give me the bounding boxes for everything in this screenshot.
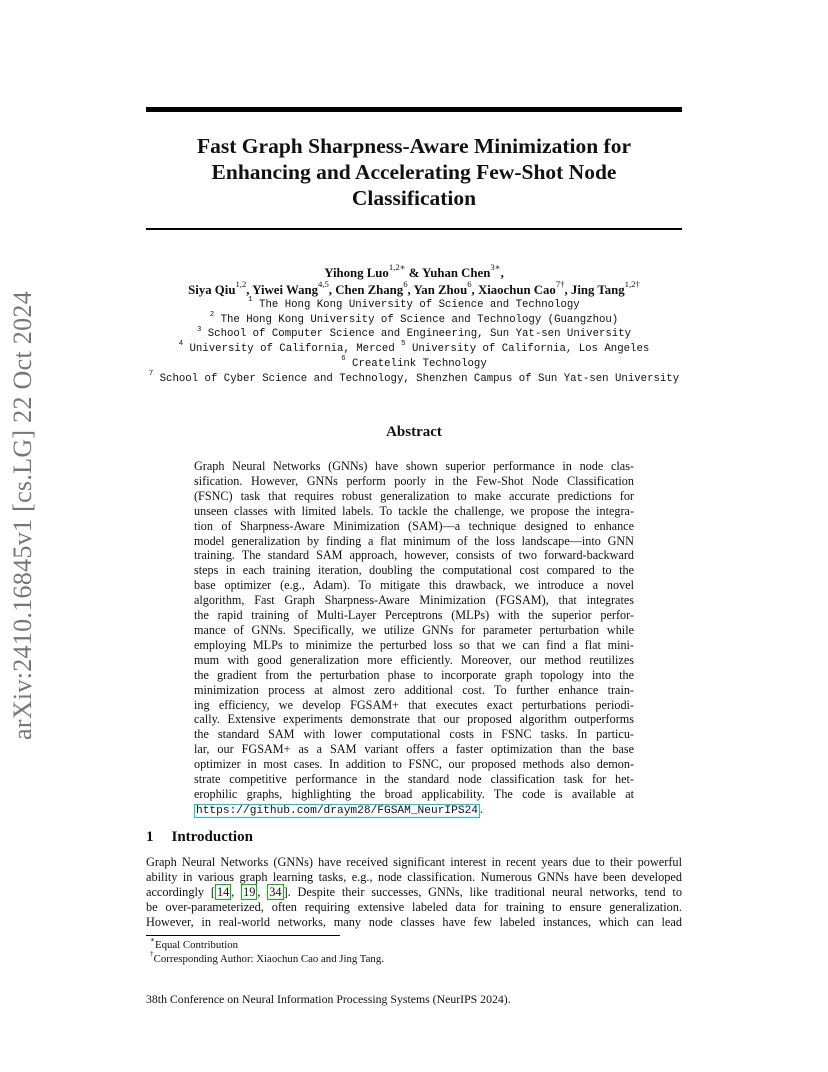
- abstract-body: [194, 459, 634, 819]
- abstract-line: algorithm, Fast Graph Sharpness-Aware Minimization (FGSAM), that integrates: [194, 593, 634, 608]
- author-affil-mark: 1,2: [235, 279, 247, 290]
- abstract-line: cally. Extensive experiments demonstrate that our proposed algorithm outperforms: [194, 712, 634, 727]
- affiliation-line: $^7$ School of Cyber Science and Technology, Shenzhen Campus of Sun Yat-sen University: [148, 369, 680, 385]
- intro-paragraph: [146, 855, 682, 930]
- author-row-2: Siya Qiu$^{1,2}$, Yiwei Wang$^{4,5}$, Chen Zhang$^6$, Yan Zhou$^6$, Xiaochun Cao$^{7\dagger}$, Jing Tang$^{1,2\dagger}$: [188, 279, 640, 297]
- paper-title: [146, 133, 682, 211]
- abstract-line: employing MLPs to minimize the perturbed loss so that we can find a flat mini-: [194, 637, 634, 652]
- conference-note: 38th Conference on Neural Information Processing Systems (NeurIPS 2024).: [146, 992, 511, 1006]
- abstract-line: sification. However, GNNs perform poorly in the Few-Shot Node Classification: [194, 473, 634, 488]
- citation-link[interactable]: 34: [269, 884, 282, 899]
- abstract-line: unseen classes with limited labels. To tackle the challenge, we propose the integra-: [194, 503, 634, 518]
- intro-line: Graph Neural Networks (GNNs) have received significant interest in recent years due to their powerful: [146, 855, 682, 869]
- abstract-line: training. The standard SAM approach, however, consists of two forward-backward: [194, 548, 634, 563]
- section-title: Introduction: [171, 829, 253, 845]
- affiliation-line: $^3$ School of Computer Science and Engineering, Sun Yat-sen University: [196, 325, 632, 341]
- footnote: †Corresponding Author: Xiaochun Cao and Jing Tang.: [150, 949, 384, 965]
- author-name: Jing Tang: [570, 283, 625, 297]
- abstract-heading: Abstract: [386, 424, 442, 440]
- author-name: Yihong Luo: [324, 266, 389, 280]
- citation-link[interactable]: 14: [216, 884, 230, 899]
- footnote-rule: [146, 935, 340, 936]
- abstract-line: https://github.com/draym28/FGSAM_NeurIPS24 .: [196, 801, 484, 817]
- intro-line: ability in various graph learning tasks, e.g., node classification. Numerous GNNs have been developed: [146, 869, 682, 884]
- abstract-line: lar, our FGSAM+ as a SAM variant offers a faster optimization than the base: [194, 742, 634, 757]
- footnote: ∗Equal Contribution: [150, 935, 239, 951]
- code-repo-link[interactable]: https://github.com/draym28/FGSAM_NeurIPS24: [196, 804, 478, 817]
- title-bottom-rule: [146, 228, 682, 230]
- abstract-line: (FSNC) task that requires robust generalization to make accurate predictions for: [194, 488, 634, 503]
- author-affil-mark: 6: [403, 279, 408, 290]
- title-line-2: Enhancing and Accelerating Few-Shot Node: [211, 160, 617, 184]
- title-line-3: Classification: [351, 186, 477, 210]
- author-name: Yiwei Wang: [252, 283, 319, 297]
- intro-line: be over-parameterized, often requiring extensive labeled data for training to ensure generalization.: [146, 899, 682, 914]
- author-name: Yan Zhou: [413, 283, 468, 297]
- author-affil-mark: 1,2†: [624, 279, 640, 290]
- author-name: Xiaochun Cao: [477, 283, 556, 297]
- intro-line: accordingly [ 14 , 19 , 34 ]. Despite their successes, GNNs, like traditional neural networks, tend to: [146, 884, 682, 899]
- affiliation-line: $^6$ Createlink Technology: [341, 355, 487, 370]
- author-name: Yuhan Chen: [422, 266, 491, 280]
- abstract-line: model generalization by finding a flat minimum of the loss landscape—into GNN: [194, 533, 634, 548]
- abstract-line: Graph Neural Networks (GNNs) have shown superior performance in node clas-: [194, 459, 634, 473]
- abstract-line: base optimizer (e.g., Adam). To mitigate this drawback, we introduce a novel: [194, 578, 634, 593]
- title-top-rule: [146, 107, 682, 112]
- citation-link[interactable]: 19: [243, 884, 256, 899]
- author-list: [146, 262, 682, 299]
- title-line-1: Fast Graph Sharpness-Aware Minimization for: [197, 134, 631, 158]
- abstract-line: the gradient from the perturbation phase to incorporate graph topology into the: [194, 667, 634, 682]
- abstract-line: steps in each training iteration, doubling the computational cost compared to the: [194, 563, 634, 578]
- affiliation-line: $^4$ University of California, Merced $^5$ University of California, Los Angeles: [178, 340, 650, 356]
- section-heading: [146, 829, 253, 846]
- affiliation-line: $^1$ The Hong Kong University of Science and Technology: [248, 296, 580, 311]
- abstract-line: erophilic graphs, highlighting the broad applicability. The code is available at: [194, 786, 634, 801]
- author-row-1: Yihong Luo$^{1,2∗}$ & Yuhan Chen$^{3∗}$,: [324, 262, 504, 280]
- abstract-line: ing efficiency, we develop FGSAM+ that executes exact perturbations periodi-: [194, 697, 634, 712]
- abstract-line: optimizer in most cases. In addition to FSNC, our proposed methods also demon-: [194, 757, 634, 772]
- author-name: Siya Qiu: [188, 283, 236, 297]
- abstract-line: strate competitive performance in the standard node classification task for het-: [194, 772, 634, 787]
- abstract-line: mance of GNNs. Specifically, we utilize GNNs for parameter perturbation while: [194, 622, 634, 637]
- author-affil-mark: 1,2∗: [388, 262, 406, 273]
- arxiv-stamp: arXiv:2410.16845v1 [cs.LG] 22 Oct 2024: [8, 291, 37, 740]
- abstract-line: mum with good generalization more efficiently. Moreover, our method reutilizes: [194, 652, 634, 667]
- author-name: Chen Zhang: [335, 283, 404, 297]
- author-affil-mark: 6: [467, 279, 472, 290]
- abstract-line: tion of Sharpness-Aware Minimization (SAM)—a technique designed to enhance: [194, 518, 634, 533]
- affiliation-line: $^2$ The Hong Kong University of Science and Technology (Guangzhou): [209, 311, 619, 326]
- abstract-line: the rapid training of Multi-Layer Perceptrons (MLPs) with the superior perfor-: [194, 608, 634, 623]
- abstract-line: the standard SAM with lower computational costs in FSNC tasks. In particu-: [194, 727, 634, 742]
- intro-line: However, in real-world networks, many node classes have few labeled instances, which can lead: [146, 914, 682, 929]
- author-affil-mark: 4,5: [318, 279, 329, 290]
- footnote-list: [150, 935, 384, 966]
- author-affil-mark: 7†: [555, 279, 565, 290]
- affiliation-list: [120, 298, 708, 386]
- author-affil-mark: 3∗: [490, 262, 501, 273]
- abstract-line: minimization process at almost zero additional cost. To further enhance train-: [194, 682, 634, 697]
- section-number: 1: [146, 829, 154, 845]
